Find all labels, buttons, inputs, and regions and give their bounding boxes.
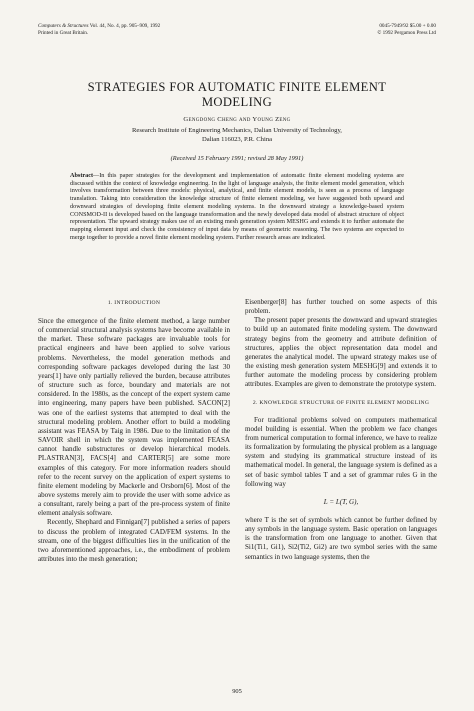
section2-paragraph-1: For traditional problems solved on computers mathematical model building is essential. When the problem we face changes from numerical computation to formal inference, we have to realize its formalization by formulating the physical problem as a language system and studying its grammatical structure instead of its mathematical model. In general, the language system is defined as a set of basic symbol tables T and a set of grammar rules G in the following way: [245, 415, 437, 488]
journal-header-right: [377, 23, 436, 36]
copyright-line: © 1992 Pergamon Press Ltd: [377, 29, 436, 36]
equation-language-system: L = L(T, G),: [323, 497, 359, 506]
printed-line: Printed in Great Britain.: [38, 29, 89, 36]
section-heading-introduction: 1. INTRODUCTION: [107, 300, 161, 306]
title-line-2: MODELING: [201, 95, 273, 109]
author-names: Gengdong Cheng and Young Zeng: [183, 116, 291, 123]
abstract-text: —In this paper strategies for the development and implementation of automatic finite element modeling systems are discussed within the context of knowledge engineering. In the light of language analysis, the finite element model generation, which involves transformation between three models: physical, analytical, and finite element models, is seen as a process of language translation. Taking into consideration the knowledge structure of finite element modeling, we have suggested both upward and downward strategies of developing finite element modeling systems. In the downward strategy a knowledge-based system CONSMOD-II is developed based on the language transformation and the newly developed data model of abstract structure of object representation. The upward strategy makes use of an existing mesh generation system MESHG and extends it to further automate the mapping element input and check the consistency of input data by means of geometric reasoning. The two systems are expected to merge together to provide a novel finite element modeling system. Further research areas are indicated.: [70, 172, 404, 241]
section2-paragraph-2: where T is the set of symbols which cannot be further defined by any symbols in the language system. Basic operation on languages is the transformation from one language to another. Given that Si1(Ti1, Gi1), Si2(Ti2, Gi2) are two symbol series with the same semantics in two language systems, then the: [245, 515, 437, 561]
abstract: [70, 172, 404, 241]
intro-paragraph-1: Since the emergence of the finite element method, a large number of commercial structural analysis systems have become available in the market. These software packages are invaluable tools for practical engineers and have been applied to solve various problems. Nevertheless, the model generation methods and corresponding software packages developed during the last 30 years[1] have only partially relieved the burden, because attributes of structure such as force, boundary and materials are not considered. In the 1980s, as the concept of the expert system came into engineering, many papers have been published. SACON[2] was one of the earliest systems that attempted to deal with the structural modeling problem. Another effort to build a modeling assistant was FEASA by Taig in 1986. Due to the limitation of the SAVOIR shell in which the system was implemented FEASA cannot handle substructures or develop hierarchical models. PLASTRAN[3], FACS[4] and CARTER[5] are some more examples of this category. For more information readers should refer to the recent survey on the application of expert systems to finite element modeling by Mackerle and Orsborn[6]. Most of the above systems merely aim to provide the user with some advice as a consultant, rarely being a part of the pre-process system of finite element analysis software.: [38, 317, 230, 518]
journal-header-left: [38, 23, 160, 36]
abstract-label: Abstract: [70, 172, 94, 179]
issn-line: 0045-7949/92 $5.00 + 0.00: [379, 23, 436, 29]
received-dates: (Received 15 February 1991; revised 28 May 1991): [170, 155, 304, 162]
title-line-1: STRATEGIES FOR AUTOMATIC FINITE ELEMENT: [87, 80, 387, 94]
journal-name: Computers & Structures: [38, 23, 89, 29]
section-heading-knowledge-structure: 2. KNOWLEDGE STRUCTURE OF FINITE ELEMENT MODELING: [252, 399, 430, 406]
intro-paragraph-2: Recently, Shephard and Finnigan[7] published a series of papers to discuss the problem of integrated CAD/FEM systems. In the stream, one of the biggest difficulties lies in the unification of the two aforementioned approaches, i.e., the embodiment of problem attributes into the mesh generation;: [38, 518, 230, 564]
volume-info: Vol. 44, No. 4, pp. 905–909, 1992: [89, 23, 161, 29]
intro-paragraph-4: The present paper presents the downward and upward strategies to build up an automated finite modeling system. The downward strategy begins from the geometry and attribute definition of structures, applies the object representation data model and generates the analytical model. The upward strategy makes use of the existing mesh generation system MESHG[9] and extends it to further automate the modeling process by considering problem attributes. Examples are given to demonstrate the prototype system.: [245, 316, 437, 389]
authors: [40, 116, 434, 123]
paper-title: [40, 80, 434, 110]
left-column: [38, 298, 230, 564]
page-number: 905: [232, 688, 242, 695]
right-column: [245, 298, 437, 562]
intro-paragraph-3: Eisenberger[8] has further touched on some aspects of this problem.: [245, 298, 437, 316]
affiliation-line-2: Dalian 116023, P.R. China: [201, 135, 273, 143]
affiliation-line-1: Research Institute of Engineering Mechanics, Dalian University of Technology,: [132, 127, 342, 134]
affiliation: [60, 127, 414, 144]
